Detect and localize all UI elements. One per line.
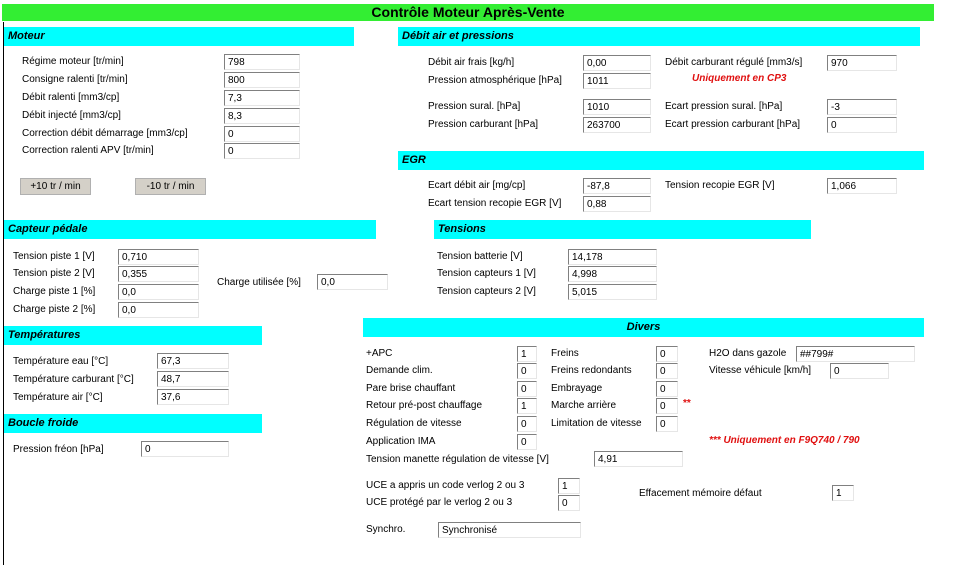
value-freins-redondants: 0 [656,363,678,379]
value-temperature-eau: 67,3 [157,353,229,369]
value-tension-capteurs-2: 5,015 [568,284,657,300]
value-correction-ralenti-apv: 0 [224,143,300,159]
label-temperature-air: Température air [°C] [13,392,103,403]
label-regulation-vitesse: Régulation de vitesse [366,418,462,429]
label-ecart-debit-air: Ecart débit air [mg/cp] [428,180,526,191]
label-tension-recopie-egr: Tension recopie EGR [V] [665,180,775,191]
label-tension-batterie: Tension batterie [V] [437,251,523,262]
label-freins-redondants: Freins redondants [551,365,632,376]
value-pression-atmospherique: 1011 [583,73,651,89]
value-embrayage: 0 [656,381,678,397]
label-synchro: Synchro. [366,524,406,535]
note-uniquement-cp3: Uniquement en CP3 [692,73,787,84]
section-header-capteur-pedale: Capteur pédale [4,220,376,239]
label-limitation-vitesse: Limitation de vitesse [551,418,642,429]
value-charge-utilisee: 0,0 [317,274,388,290]
increase-idle-button[interactable]: +10 tr / min [20,178,91,195]
section-header-temperatures: Températures [4,326,262,345]
value-consigne-ralenti: 800 [224,72,300,88]
label-tension-capteurs-1: Tension capteurs 1 [V] [437,268,536,279]
value-pression-sural: 1010 [583,99,651,115]
value-correction-debit-demarrage: 0 [224,126,300,142]
value-marche-arriere: 0 [656,398,678,414]
value-limitation-vitesse: 0 [656,416,678,432]
section-header-moteur: Moteur [4,27,354,46]
value-apc: 1 [517,346,537,362]
left-divider [3,22,4,565]
label-pression-carburant: Pression carburant [hPa] [428,119,539,130]
value-tension-piste-1: 0,710 [118,249,199,265]
value-uce-protege: 0 [558,495,580,511]
label-tension-capteurs-2: Tension capteurs 2 [V] [437,286,536,297]
value-demande-clim: 0 [517,363,537,379]
value-tension-manette: 4,91 [594,451,683,467]
label-temperature-carburant: Température carburant [°C] [13,374,134,385]
label-debit-injecte: Débit injecté [mm3/cp] [22,110,121,121]
marker-stars: ** [683,398,691,409]
label-charge-utilisee: Charge utilisée [%] [217,277,301,288]
label-debit-carburant-regule: Débit carburant régulé [mm3/s] [665,57,803,68]
value-debit-carburant-regule: 970 [827,55,897,71]
label-embrayage: Embrayage [551,383,603,394]
value-charge-piste-1: 0,0 [118,284,199,300]
value-pression-carburant: 263700 [583,117,651,133]
value-effacement-memoire-defaut[interactable]: 1 [832,485,854,501]
value-vitesse-vehicule: 0 [830,363,889,379]
value-application-ima: 0 [517,434,537,450]
value-debit-air-frais: 0,00 [583,55,651,71]
value-pression-freon: 0 [141,441,229,457]
value-h2o-dans-gazole: ##799# [796,346,915,362]
label-regime-moteur: Régime moteur [tr/min] [22,56,124,67]
value-ecart-debit-air: -87,8 [583,178,651,194]
label-marche-arriere: Marche arrière [551,400,617,411]
label-debit-ralenti: Débit ralenti [mm3/cp] [22,92,120,103]
label-correction-debit-demarrage: Correction débit démarrage [mm3/cp] [22,128,188,139]
label-freins: Freins [551,348,579,359]
label-correction-ralenti-apv: Correction ralenti APV [tr/min] [22,145,154,156]
value-tension-capteurs-1: 4,998 [568,266,657,282]
value-uce-appris: 1 [558,478,580,494]
label-ecart-tension-recopie-egr: Ecart tension recopie EGR [V] [428,198,562,209]
value-pare-brise-chauffant: 0 [517,381,537,397]
page-title: Contrôle Moteur Après-Vente [2,4,934,21]
value-ecart-tension-recopie-egr: 0,88 [583,196,651,212]
section-header-divers: Divers [363,318,924,337]
value-temperature-carburant: 48,7 [157,371,229,387]
decrease-idle-button[interactable]: -10 tr / min [135,178,206,195]
value-tension-batterie: 14,178 [568,249,657,265]
label-tension-piste-1: Tension piste 1 [V] [13,251,95,262]
label-effacement-memoire-defaut: Effacement mémoire défaut [639,488,762,499]
value-regulation-vitesse: 0 [517,416,537,432]
section-header-boucle-froide: Boucle froide [4,414,262,433]
value-debit-ralenti: 7,3 [224,90,300,106]
label-consigne-ralenti: Consigne ralenti [tr/min] [22,74,128,85]
section-header-debit-air-pressions: Débit air et pressions [398,27,920,46]
label-demande-clim: Demande clim. [366,365,433,376]
label-application-ima: Application IMA [366,436,436,447]
label-tension-manette: Tension manette régulation de vitesse [V] [366,454,549,465]
label-pare-brise-chauffant: Pare brise chauffant [366,383,456,394]
label-charge-piste-1: Charge piste 1 [%] [13,286,96,297]
note-uniquement-f9q740: *** Uniquement en F9Q740 / 790 [709,435,860,446]
label-uce-protege: UCE protégé par le verlog 2 ou 3 [366,497,513,508]
value-retour-pre-post-chauffage: 1 [517,398,537,414]
label-vitesse-vehicule: Vitesse véhicule [km/h] [709,365,812,376]
value-tension-piste-2: 0,355 [118,266,199,282]
label-pression-atmospherique: Pression atmosphérique [hPa] [428,75,562,86]
value-temperature-air: 37,6 [157,389,229,405]
value-ecart-pression-sural: -3 [827,99,897,115]
label-debit-air-frais: Débit air frais [kg/h] [428,57,515,68]
label-h2o-dans-gazole: H2O dans gazole [709,348,787,359]
value-ecart-pression-carburant: 0 [827,117,897,133]
label-uce-appris: UCE a appris un code verlog 2 ou 3 [366,480,525,491]
label-ecart-pression-sural: Ecart pression sural. [hPa] [665,101,783,112]
value-charge-piste-2: 0,0 [118,302,199,318]
value-synchro: Synchronisé [438,522,581,538]
label-temperature-eau: Température eau [°C] [13,356,109,367]
label-charge-piste-2: Charge piste 2 [%] [13,304,96,315]
value-regime-moteur: 798 [224,54,300,70]
section-header-tensions: Tensions [434,220,811,239]
value-tension-recopie-egr: 1,066 [827,178,897,194]
label-pression-sural: Pression sural. [hPa] [428,101,521,112]
label-pression-freon: Pression fréon [hPa] [13,444,104,455]
label-retour-pre-post-chauffage: Retour pré-post chauffage [366,400,483,411]
label-ecart-pression-carburant: Ecart pression carburant [hPa] [665,119,801,130]
section-header-egr: EGR [398,151,924,170]
value-freins: 0 [656,346,678,362]
label-apc: +APC [366,348,393,359]
label-tension-piste-2: Tension piste 2 [V] [13,268,95,279]
value-debit-injecte: 8,3 [224,108,300,124]
